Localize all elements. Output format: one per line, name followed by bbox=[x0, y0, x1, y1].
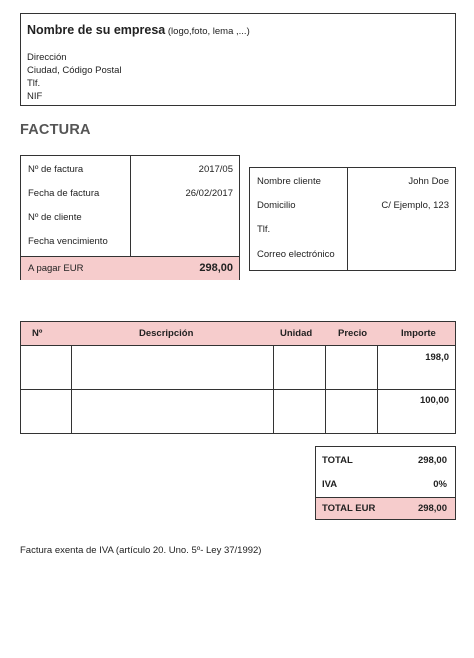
vat-exemption-note: Factura exenta de IVA (artículo 20. Uno. 5º- Ley 37/1992) bbox=[20, 545, 262, 556]
invoice-number-value: 2017/05 bbox=[198, 164, 233, 175]
client-details-divider bbox=[347, 168, 348, 270]
company-nif: NIF bbox=[27, 91, 43, 102]
header-amount: Importe bbox=[401, 328, 436, 339]
item-amount: 100,00 bbox=[419, 395, 449, 406]
iva-label: IVA bbox=[322, 479, 338, 490]
company-name-line bbox=[27, 23, 250, 37]
invoice-date-label: Fecha de factura bbox=[28, 188, 100, 199]
total-eur-label: TOTAL EUR bbox=[322, 503, 376, 514]
total-eur-value: 298,00 bbox=[417, 503, 447, 514]
client-name-value: John Doe bbox=[408, 176, 449, 187]
amount-due-value: 298,00 bbox=[199, 262, 233, 274]
client-details-box bbox=[249, 167, 456, 271]
client-address-label: Domicilio bbox=[257, 200, 296, 211]
row-divider bbox=[21, 389, 455, 390]
item-amount: 198,0 bbox=[425, 352, 449, 363]
header-unit: Unidad bbox=[280, 328, 313, 339]
client-number-label: Nº de cliente bbox=[28, 212, 82, 223]
items-table bbox=[20, 321, 456, 434]
header-number: Nº bbox=[32, 328, 43, 339]
company-name: Nombre de su empresa bbox=[27, 23, 166, 37]
client-email-label: Correo electrónico bbox=[257, 249, 335, 260]
invoice-date-value: 26/02/2017 bbox=[185, 188, 233, 199]
header-description: Descripción bbox=[139, 328, 194, 339]
company-address: Dirección bbox=[27, 52, 67, 63]
company-city: Ciudad, Código Postal bbox=[27, 65, 122, 76]
totals-box bbox=[315, 446, 456, 520]
invoice-number-label: Nº de factura bbox=[28, 164, 84, 175]
client-phone-label: Tlf. bbox=[257, 224, 271, 235]
total-value: 298,00 bbox=[417, 455, 447, 466]
company-name-hint: (logo,foto, lema ,...) bbox=[165, 26, 250, 37]
due-date-label: Fecha vencimiento bbox=[28, 236, 108, 247]
invoice-title: FACTURA bbox=[20, 122, 91, 138]
company-phone: Tlf. bbox=[27, 78, 41, 89]
iva-value: 0% bbox=[433, 479, 447, 490]
invoice-details-divider bbox=[130, 156, 131, 256]
company-info-box bbox=[20, 13, 456, 106]
header-price: Precio bbox=[338, 328, 368, 339]
total-label: TOTAL bbox=[322, 455, 353, 466]
items-header-row bbox=[21, 322, 455, 346]
amount-due-row bbox=[21, 256, 239, 280]
invoice-details-box bbox=[20, 155, 240, 280]
total-eur-row bbox=[316, 497, 455, 519]
amount-due-label: A pagar EUR bbox=[28, 263, 84, 274]
client-name-label: Nombre cliente bbox=[257, 176, 321, 187]
client-address-value: C/ Ejemplo, 123 bbox=[381, 200, 449, 211]
